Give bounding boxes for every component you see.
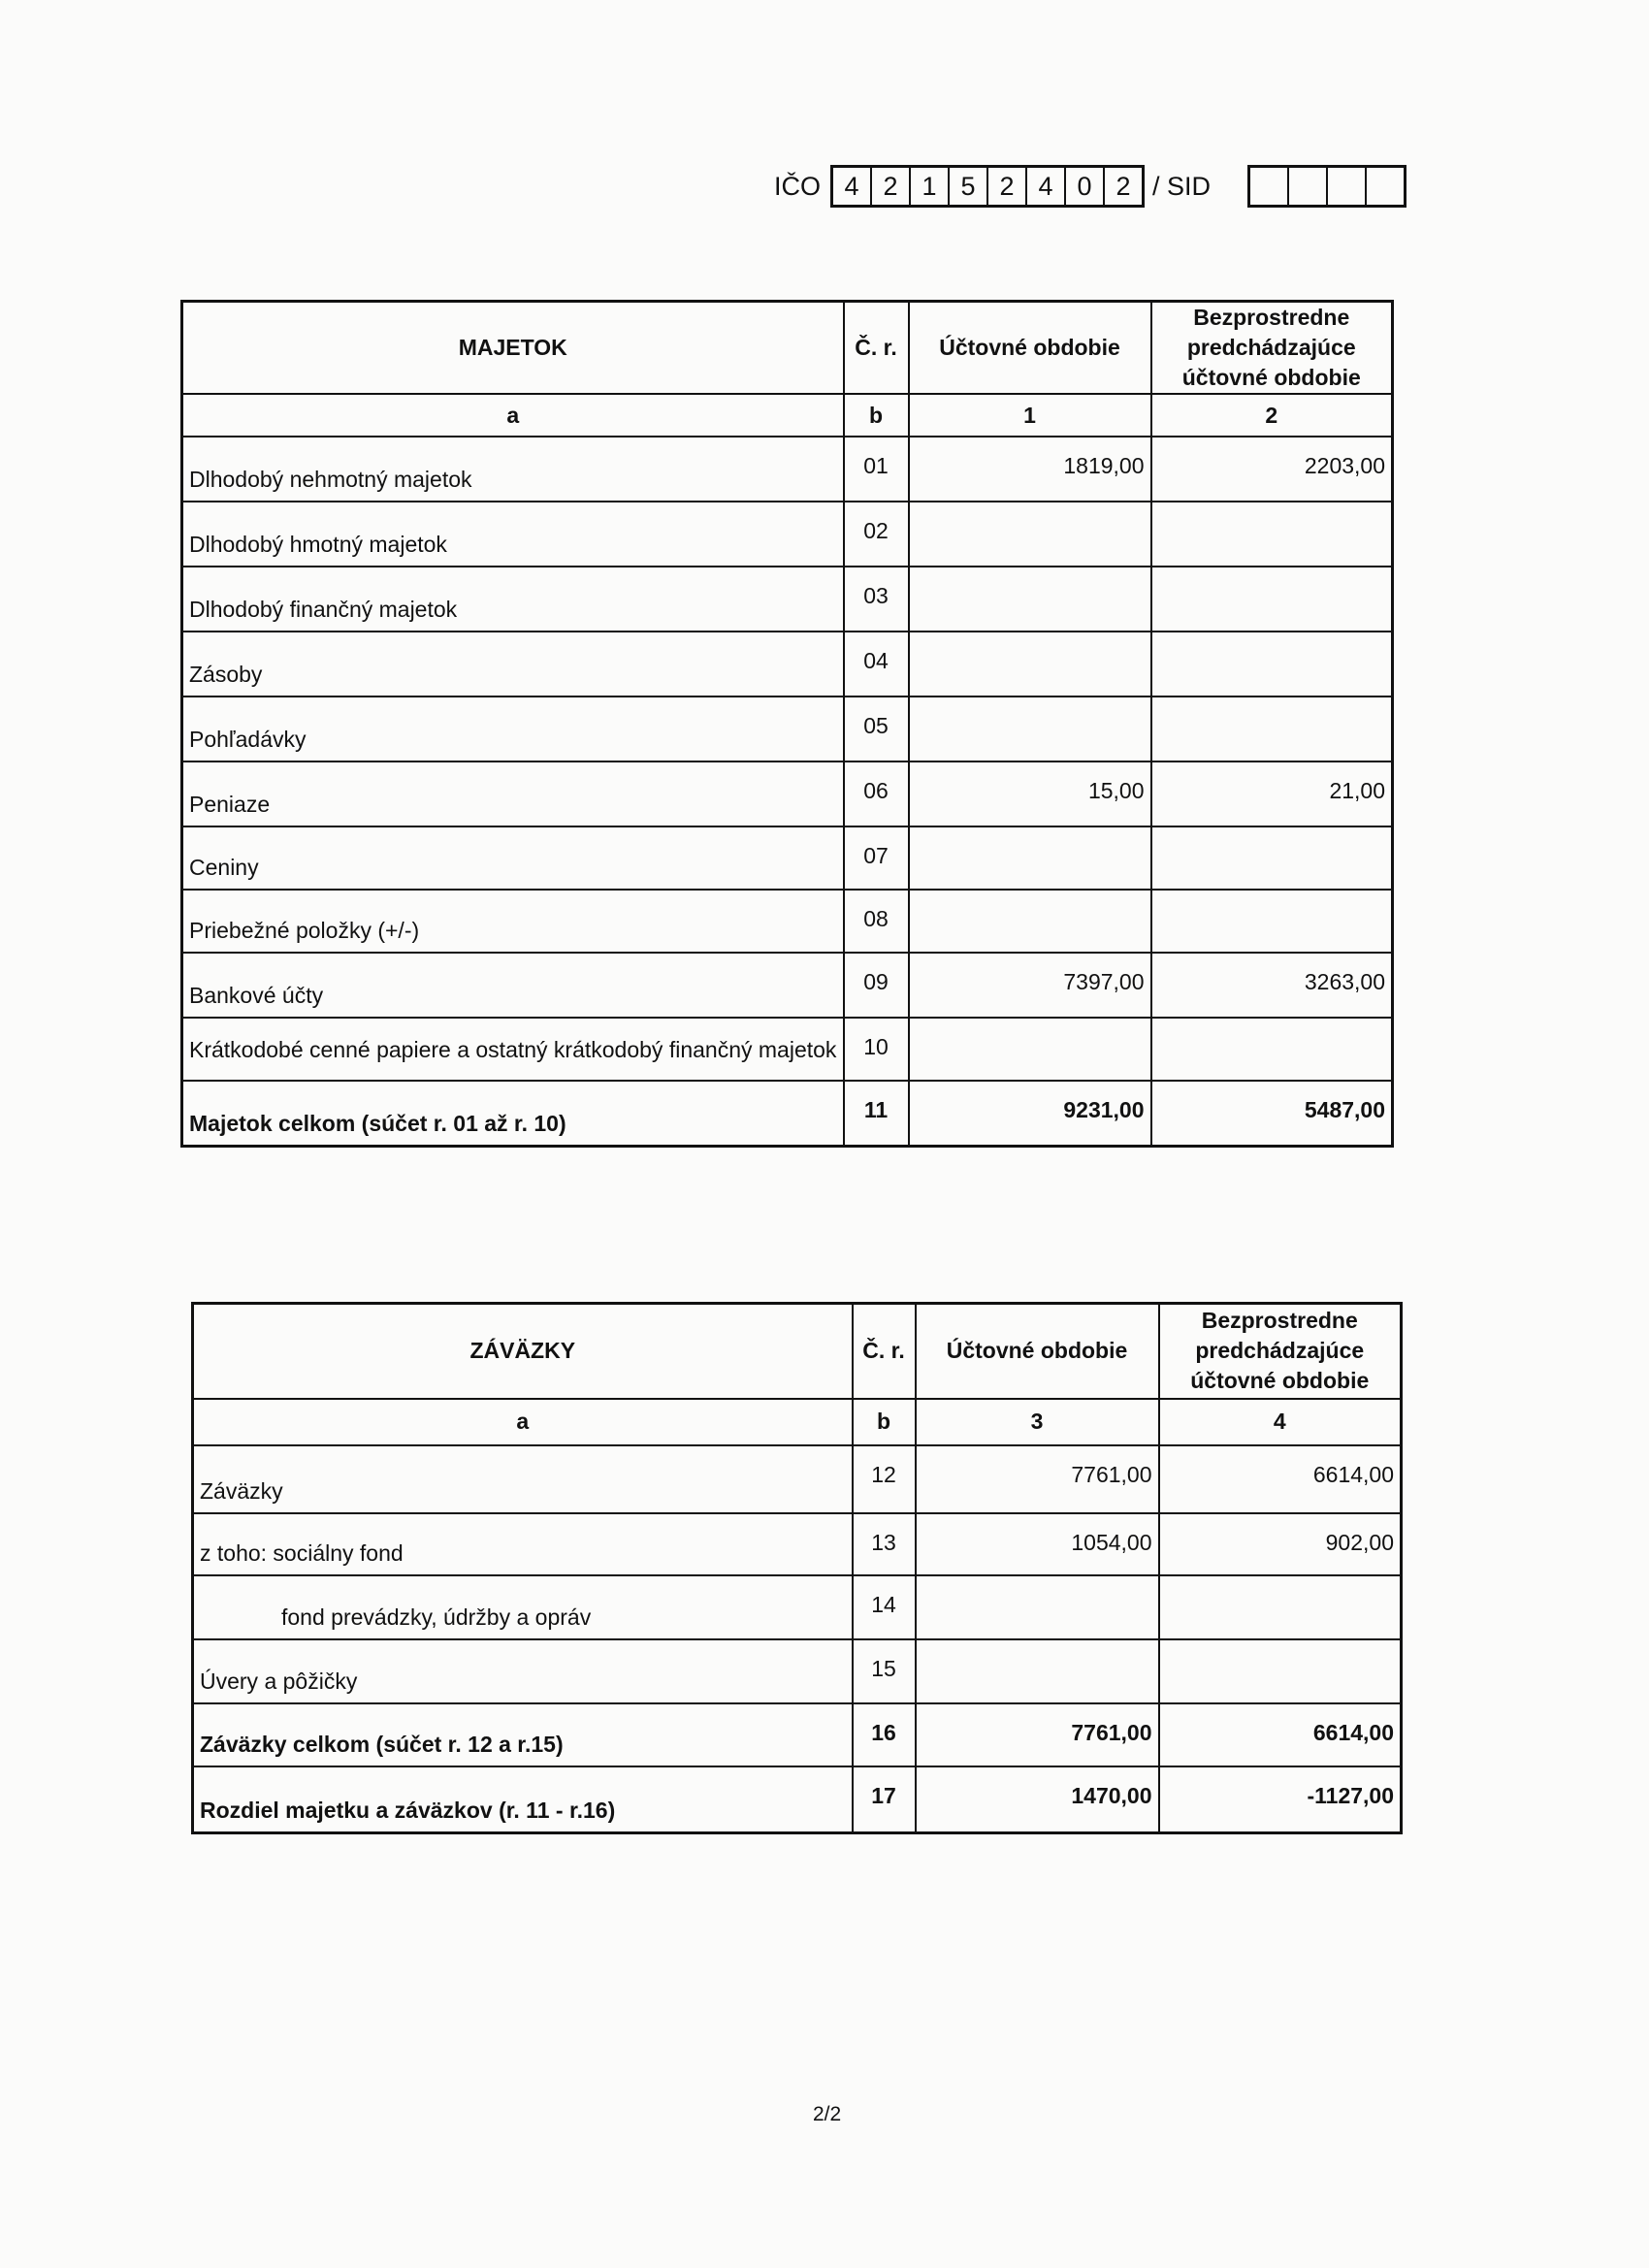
subheader-previous: 2 bbox=[1151, 394, 1393, 437]
row-label: Majetok celkom (súčet r. 01 až r. 10) bbox=[182, 1081, 844, 1146]
value-current bbox=[909, 1018, 1151, 1081]
table-row bbox=[182, 632, 1393, 697]
value-previous bbox=[1151, 567, 1393, 632]
subheader-current: 3 bbox=[916, 1399, 1159, 1445]
value-previous bbox=[1159, 1639, 1402, 1703]
row-number: 13 bbox=[853, 1513, 916, 1575]
value-current: 7761,00 bbox=[916, 1703, 1159, 1766]
row-number: 05 bbox=[844, 697, 909, 761]
value-previous: 3263,00 bbox=[1151, 953, 1393, 1018]
value-previous bbox=[1151, 632, 1393, 697]
value-current bbox=[909, 697, 1151, 761]
value-current bbox=[909, 502, 1151, 567]
ico-digit: 5 bbox=[950, 168, 988, 205]
subheader-current: 1 bbox=[909, 394, 1151, 437]
header-row: Č. r. bbox=[844, 302, 909, 395]
ico-label: IČO bbox=[774, 171, 822, 201]
table-row bbox=[193, 1513, 1402, 1575]
table-row bbox=[182, 953, 1393, 1018]
value-previous: 5487,00 bbox=[1151, 1081, 1393, 1146]
table-row bbox=[182, 826, 1393, 890]
row-number: 01 bbox=[844, 437, 909, 502]
row-number: 04 bbox=[844, 632, 909, 697]
row-number: 16 bbox=[853, 1703, 916, 1766]
row-number: 12 bbox=[853, 1445, 916, 1513]
header-previous: Bezprostredne predchádzajúce účtovné obdobie bbox=[1151, 302, 1393, 395]
row-label: Krátkodobé cenné papiere a ostatný krátkodobý finančný majetok bbox=[182, 1018, 844, 1081]
ico-digit: 4 bbox=[1027, 168, 1066, 205]
value-previous bbox=[1151, 826, 1393, 890]
row-number: 17 bbox=[853, 1766, 916, 1833]
value-current: 7761,00 bbox=[916, 1445, 1159, 1513]
table-row bbox=[182, 437, 1393, 502]
row-label: Rozdiel majetku a záväzkov (r. 11 - r.16) bbox=[193, 1766, 853, 1833]
value-previous bbox=[1159, 1575, 1402, 1639]
row-label: z toho: sociálny fond bbox=[193, 1513, 853, 1575]
value-current: 1054,00 bbox=[916, 1513, 1159, 1575]
value-previous: 6614,00 bbox=[1159, 1703, 1402, 1766]
value-current: 1819,00 bbox=[909, 437, 1151, 502]
row-label: Úvery a pôžičky bbox=[193, 1639, 853, 1703]
row-label: Dlhodobý nehmotný majetok bbox=[182, 437, 844, 502]
row-number: 03 bbox=[844, 567, 909, 632]
row-number: 06 bbox=[844, 761, 909, 826]
value-previous: 902,00 bbox=[1159, 1513, 1402, 1575]
row-label: Zásoby bbox=[182, 632, 844, 697]
table-row bbox=[182, 567, 1393, 632]
value-previous: 2203,00 bbox=[1151, 437, 1393, 502]
subheader-name: a bbox=[193, 1399, 853, 1445]
header-current: Účtovné obdobie bbox=[916, 1304, 1159, 1399]
row-label: fond prevádzky, údržby a opráv bbox=[193, 1575, 853, 1639]
subheader-previous: 4 bbox=[1159, 1399, 1402, 1445]
value-current bbox=[916, 1575, 1159, 1639]
row-label: Dlhodobý hmotný majetok bbox=[182, 502, 844, 567]
row-label: Dlhodobý finančný majetok bbox=[182, 567, 844, 632]
ico-digit: 2 bbox=[872, 168, 911, 205]
sid-box bbox=[1289, 168, 1328, 205]
row-label: Záväzky bbox=[193, 1445, 853, 1513]
value-current: 9231,00 bbox=[909, 1081, 1151, 1146]
header-name: ZÁVÄZKY bbox=[193, 1304, 853, 1399]
table-row bbox=[193, 1639, 1402, 1703]
header-previous: Bezprostredne predchádzajúce účtovné obdobie bbox=[1159, 1304, 1402, 1399]
header-name: MAJETOK bbox=[182, 302, 844, 395]
table-row bbox=[193, 1445, 1402, 1513]
row-number: 15 bbox=[853, 1639, 916, 1703]
subheader-row: b bbox=[844, 394, 909, 437]
value-current: 7397,00 bbox=[909, 953, 1151, 1018]
value-previous: 6614,00 bbox=[1159, 1445, 1402, 1513]
sid-box bbox=[1250, 168, 1289, 205]
liabilities-table bbox=[191, 1302, 1403, 1834]
row-label: Ceniny bbox=[182, 826, 844, 890]
value-current bbox=[909, 826, 1151, 890]
table-row bbox=[182, 890, 1393, 953]
row-number: 10 bbox=[844, 1018, 909, 1081]
row-label: Záväzky celkom (súčet r. 12 a r.15) bbox=[193, 1703, 853, 1766]
value-previous bbox=[1151, 1018, 1393, 1081]
subheader-name: a bbox=[182, 394, 844, 437]
row-label: Peniaze bbox=[182, 761, 844, 826]
row-label: Bankové účty bbox=[182, 953, 844, 1018]
sid-box bbox=[1367, 168, 1404, 205]
row-number: 08 bbox=[844, 890, 909, 953]
sid-box bbox=[1328, 168, 1367, 205]
row-number: 11 bbox=[844, 1081, 909, 1146]
table-row bbox=[182, 502, 1393, 567]
ico-boxes bbox=[830, 165, 1145, 208]
row-label: Pohľadávky bbox=[182, 697, 844, 761]
row-label: Priebežné položky (+/-) bbox=[182, 890, 844, 953]
row-number: 07 bbox=[844, 826, 909, 890]
value-previous bbox=[1151, 890, 1393, 953]
row-number: 14 bbox=[853, 1575, 916, 1639]
ico-field bbox=[774, 165, 1406, 208]
table-row bbox=[182, 697, 1393, 761]
ico-digit: 2 bbox=[1116, 171, 1131, 201]
table-row bbox=[182, 761, 1393, 826]
table-row bbox=[182, 1018, 1393, 1081]
sid-boxes bbox=[1247, 165, 1406, 208]
ico-digit: 2 bbox=[988, 168, 1027, 205]
value-current: 1470,00 bbox=[916, 1766, 1159, 1833]
table-row bbox=[193, 1766, 1402, 1833]
value-previous: 21,00 bbox=[1151, 761, 1393, 826]
page-number: 2/2 bbox=[813, 2103, 842, 2125]
value-previous bbox=[1151, 697, 1393, 761]
table-row bbox=[193, 1575, 1402, 1639]
value-previous bbox=[1151, 502, 1393, 567]
subheader-row: b bbox=[853, 1399, 916, 1445]
assets-table bbox=[180, 300, 1394, 1148]
value-current bbox=[909, 567, 1151, 632]
value-current bbox=[916, 1639, 1159, 1703]
sid-label: / SID bbox=[1152, 171, 1212, 201]
value-current bbox=[909, 890, 1151, 953]
row-number: 02 bbox=[844, 502, 909, 567]
ico-digit: 1 bbox=[911, 168, 950, 205]
value-current: 15,00 bbox=[909, 761, 1151, 826]
ico-digit: 4 bbox=[833, 168, 872, 205]
table-row bbox=[193, 1703, 1402, 1766]
table-row bbox=[182, 1081, 1393, 1146]
value-previous: -1127,00 bbox=[1159, 1766, 1402, 1833]
header-current: Účtovné obdobie bbox=[909, 302, 1151, 395]
header-row: Č. r. bbox=[853, 1304, 916, 1399]
ico-digit: 0 bbox=[1066, 168, 1105, 205]
row-number: 09 bbox=[844, 953, 909, 1018]
value-current bbox=[909, 632, 1151, 697]
